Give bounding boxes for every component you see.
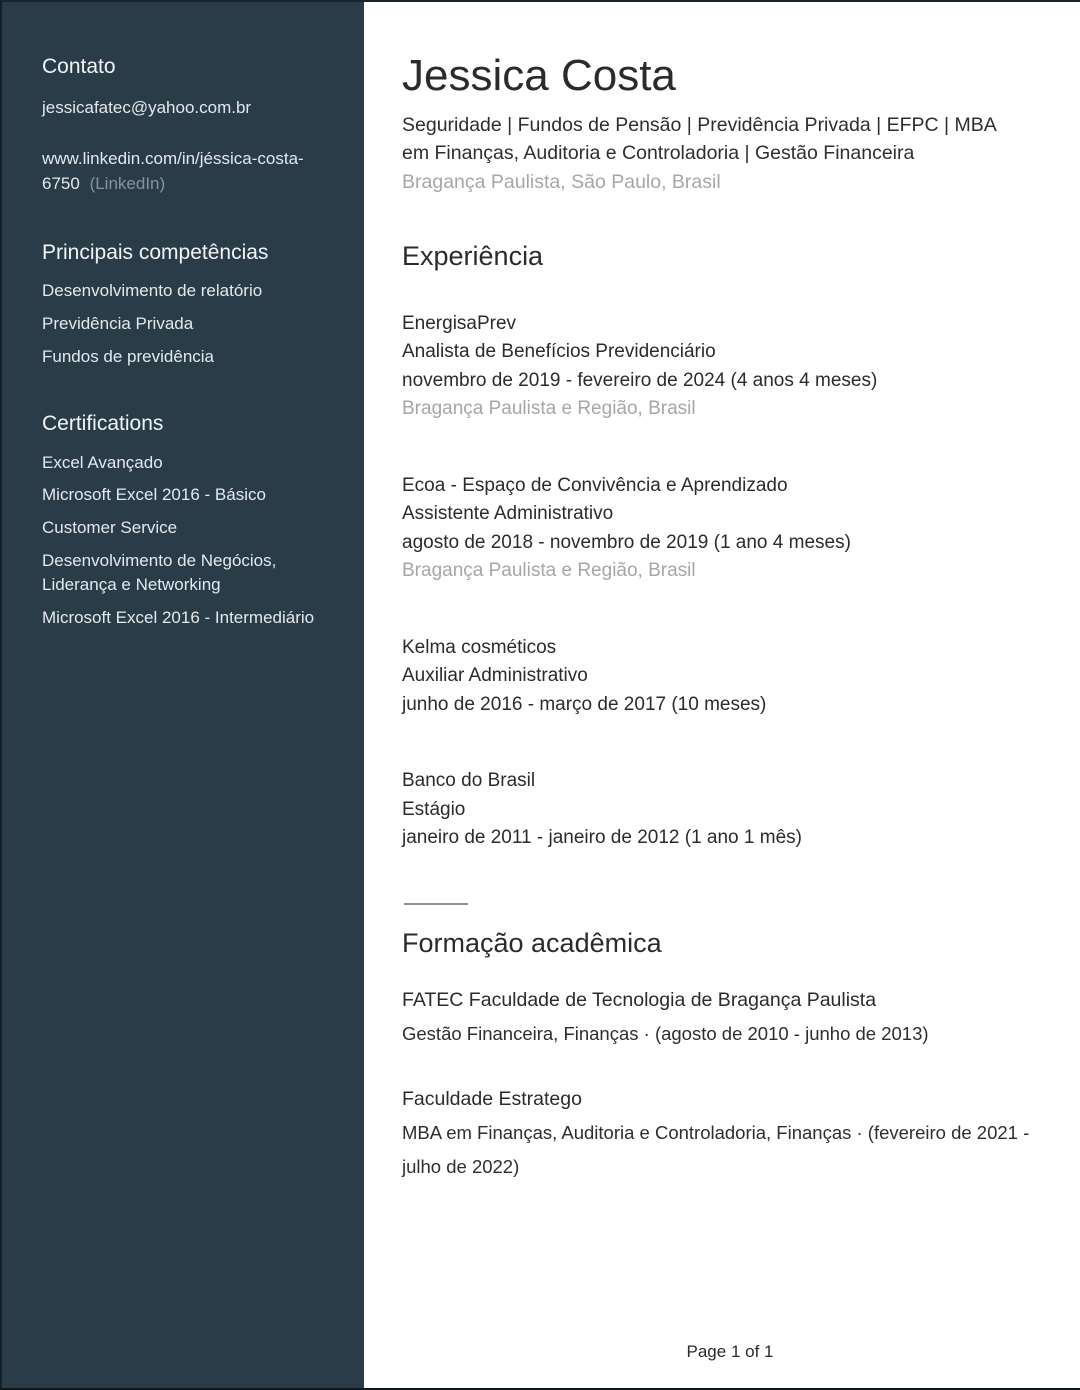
skill-item: Desenvolvimento de relatório [42,281,263,301]
experience-heading: Experiência [402,241,544,272]
page-indicator: Page 1 of 1 [686,1342,774,1361]
school-name: Faculdade Estratego [402,1087,582,1110]
skill-item: Previdência Privada [42,314,194,334]
person-name: Jessica Costa [402,51,676,100]
experience-entry [402,634,1058,720]
job-title: Estágio [402,798,466,820]
job-title: Analista de Benefícios Previdenciário [402,341,716,363]
headline-line-1: Seguridade | Fundos de Pensão | Previdência Privada | EFPC | MBA [402,114,997,137]
linkedin-url-link[interactable]: www.linkedin.com/in/jéssica-costa-6750 [42,148,304,193]
experience-entry [402,310,1058,424]
section-divider [404,903,468,905]
skill-item: Fundos de previdência [42,346,215,366]
degree-details: Gestão Financeira, Finanças · (agosto de 2010 - junho de 2013) [402,1023,929,1045]
person-location: Bragança Paulista, São Paulo, Brasil [402,170,721,193]
headline-line-2: em Finanças, Auditoria e Controladoria | Gestão Financeira [402,142,915,165]
job-dates: novembro de 2019 - fevereiro de 2024 (4 anos 4 meses) [402,369,878,391]
school-name: FATEC Faculdade de Tecnologia de Bragança Paulista [402,989,877,1012]
experience-entry [402,767,1058,853]
linkedin-label: (LinkedIn) [89,173,166,193]
job-dates: janeiro de 2011 - janeiro de 2012 (1 ano 1 mês) [402,827,802,849]
job-title: Auxiliar Administrativo [402,665,588,687]
skills-section [42,240,344,369]
certifications-list [42,451,344,631]
certification-item: Excel Avançado [42,452,163,472]
contact-heading: Contato [42,55,116,78]
job-dates: agosto de 2018 - novembro de 2019 (1 ano 4 meses) [402,531,851,553]
email-link[interactable]: jessicafatec@yahoo.com.br [42,98,252,118]
certification-item: Microsoft Excel 2016 - Intermediário [42,607,315,627]
education-heading: Formação acadêmica [402,927,662,958]
job-dates: junho de 2016 - março de 2017 (10 meses) [402,693,767,715]
skills-list [42,279,344,369]
contact-section [42,54,344,196]
job-location: Bragança Paulista e Região, Brasil [402,560,696,582]
skills-heading: Principais competências [42,241,269,265]
company-name: EnergisaPrev [402,312,517,334]
job-location: Bragança Paulista e Região, Brasil [402,398,696,420]
company-name: Ecoa - Espaço de Convivência e Aprendizado [402,474,788,496]
linkedin-line [42,147,330,196]
certification-item: Microsoft Excel 2016 - Básico [42,485,266,505]
certifications-heading: Certifications [42,412,164,436]
education-entry [402,1082,1058,1185]
certification-item: Customer Service [42,517,178,537]
experience-entry [402,472,1058,586]
certification-item: Desenvolvimento de Negócios, Liderança e Networking [42,550,277,595]
degree-details: MBA em Finanças, Auditoria e Controladoria, Finanças · (fevereiro de 2021 - julho de 2022) [402,1121,1030,1177]
company-name: Kelma cosméticos [402,636,557,658]
sidebar [2,2,364,1388]
main-content [402,2,1058,1184]
education-entry [402,983,1058,1051]
certifications-section [42,411,344,630]
company-name: Banco do Brasil [402,770,536,792]
job-title: Assistente Administrativo [402,503,614,525]
